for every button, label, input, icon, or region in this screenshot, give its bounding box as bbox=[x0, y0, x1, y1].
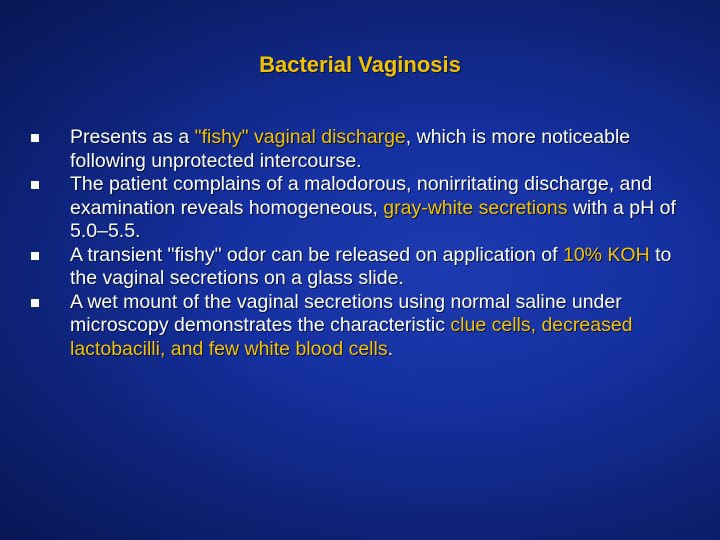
slide-title: Bacterial Vaginosis bbox=[259, 52, 461, 77]
bullet-text-segment: Presents as a bbox=[70, 126, 195, 148]
bullet-text-segment: , which is more noticeable following unprotected intercourse. bbox=[70, 126, 631, 172]
bullet-list bbox=[0, 126, 720, 361]
bullet-text-segment: with a pH of 5.0–5.5. bbox=[70, 196, 676, 242]
bullet-item bbox=[0, 244, 720, 291]
square-bullet-icon bbox=[31, 181, 39, 189]
bullet-highlight-segment: gray-white secretions bbox=[383, 196, 568, 219]
bullet-item bbox=[0, 173, 720, 244]
bullet-item bbox=[0, 291, 720, 362]
square-bullet-icon bbox=[31, 252, 39, 260]
bullet-text-segment: to the vaginal secretions on a glass slide. bbox=[70, 243, 672, 289]
square-bullet-icon bbox=[31, 299, 39, 307]
square-bullet-icon bbox=[31, 134, 39, 142]
bullet-item bbox=[0, 126, 720, 173]
bullet-text-segment: . bbox=[387, 337, 394, 360]
bullet-text-segment: A transient "fishy" odor can be released on application of bbox=[70, 243, 563, 266]
bullet-text-segment: The patient complains of a malodorous, nonirritating discharge, and examination reveals homogeneous, bbox=[70, 173, 653, 219]
bullet-highlight-segment: 10% KOH bbox=[562, 243, 650, 266]
bullet-text-segment: A wet mount of the vaginal secretions using normal saline under microscopy demonstrates the characteristic bbox=[70, 290, 622, 336]
bullet-highlight-segment: clue cells, decreased lactobacilli, and few white blood cells bbox=[70, 314, 633, 360]
bullet-highlight-segment: "fishy" vaginal discharge bbox=[194, 126, 406, 148]
